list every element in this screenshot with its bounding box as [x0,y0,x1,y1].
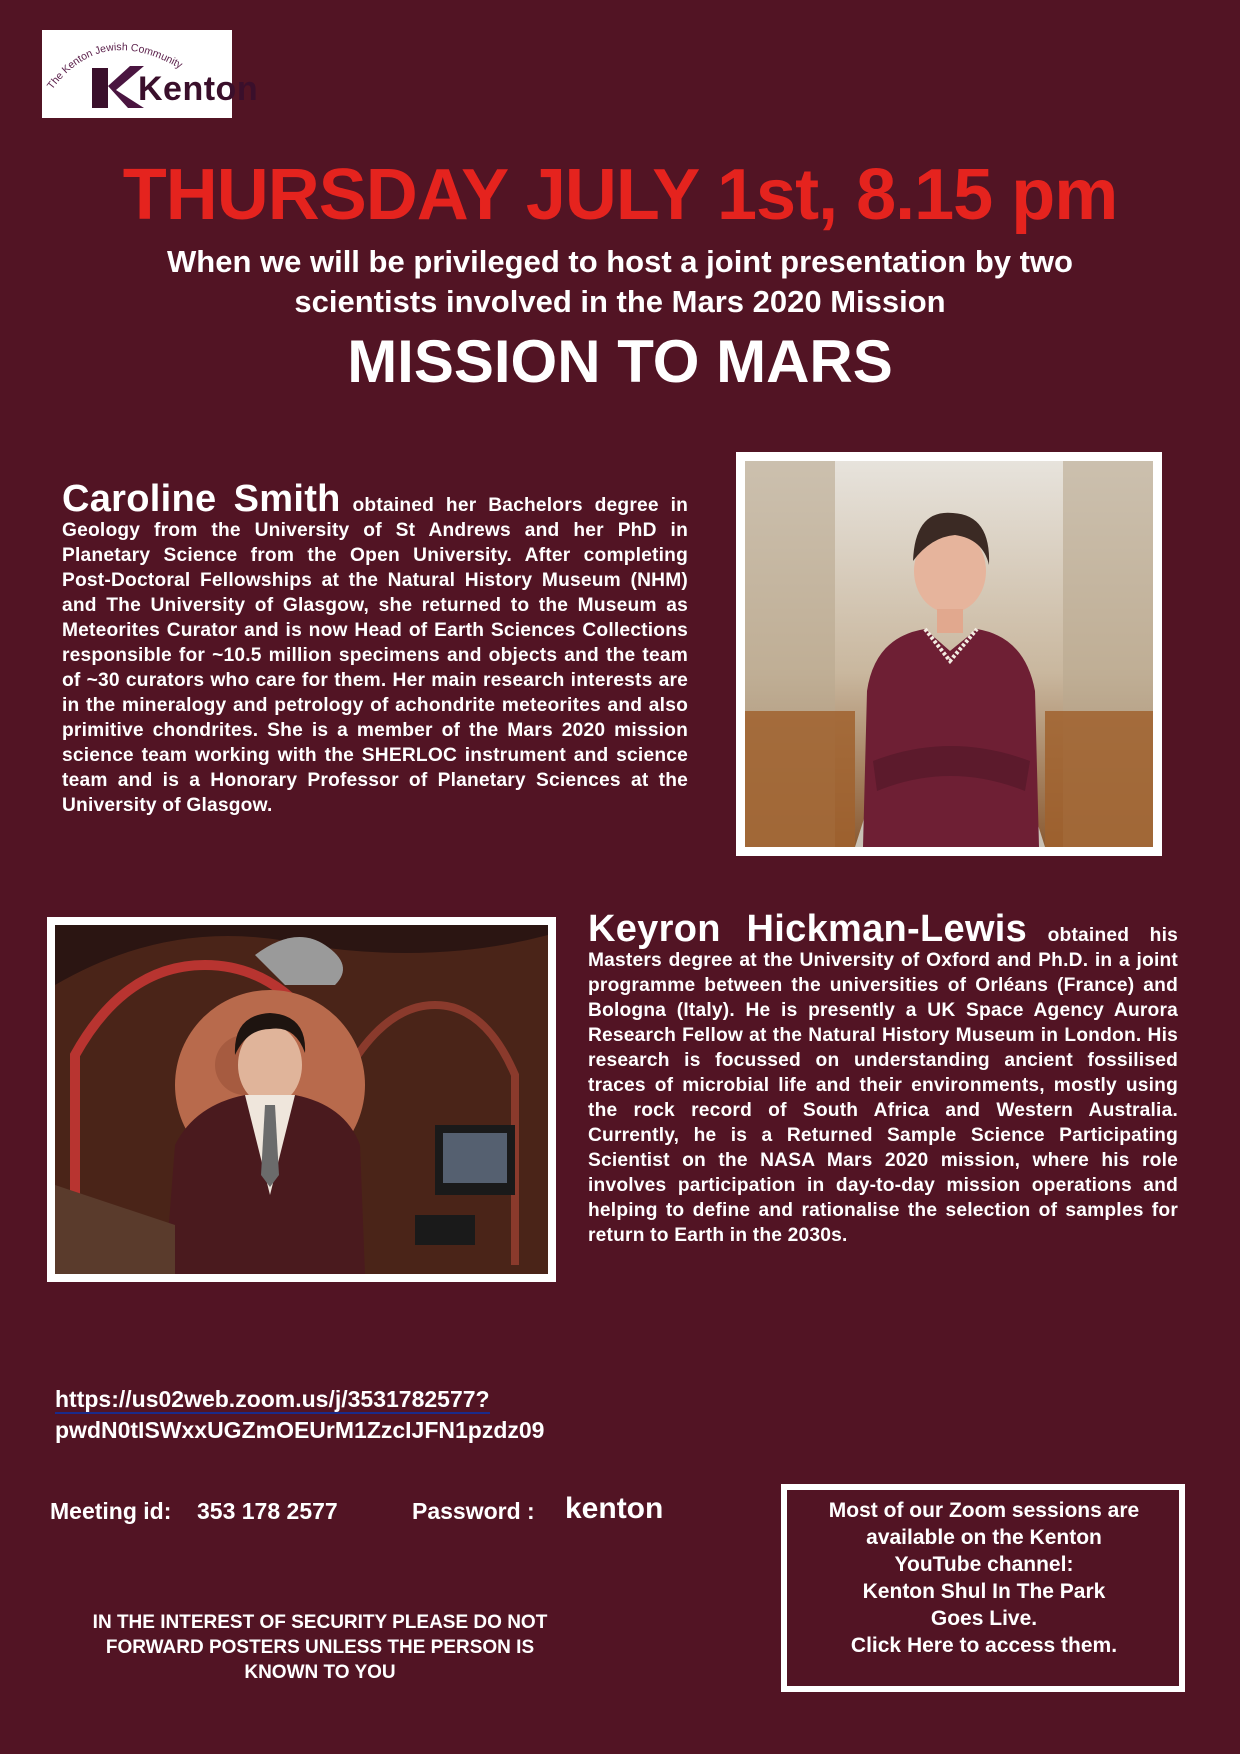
security-notice [60,1610,580,1685]
caroline-smith-portrait [745,461,1153,847]
logo-arc-text: The Kenton Jewish Community [44,41,185,92]
password-label: Password : [412,1498,535,1524]
event-intro [110,242,1130,322]
speaker-name: Caroline Smith [62,478,341,520]
speaker-bio-keyron-hickman-lewis [588,908,1178,1248]
speaker-bio-text: obtained his Masters degree at the University of Oxford and Ph.D. in a joint programme between the universities of Orléans (France) and Bologna (Italy). He is presently a UK Space Agency Aurora Research Fellow at the Natural History Museum in London. His research is focussed on understanding ancient fossilised traces of microbial life and their environments, mostly using the rock record of South Africa and Western Australia. Currently, he is a Returned Sample Science Participating Scientist on the NASA Mars 2020 mission, where his role involves participation in day-to-day mission operations and helping to define and rationalise the selection of samples for return to Earth in the 2030s. [588,925,1178,1246]
speaker-photo-caroline-smith [736,452,1162,856]
keyron-hickman-lewis-portrait [55,925,548,1274]
event-title: MISSION TO MARS [347,328,893,395]
event-intro-line-1: When we will be privileged to host a joint presentation by two [167,244,1073,279]
kenton-logo [42,30,259,118]
security-notice-line-2: FORWARD POSTERS UNLESS THE PERSON IS [105,1637,535,1658]
speaker-bio-text: obtained her Bachelors degree in Geology from the University of St Andrews and her PhD in Planetary Science from the Open University. After completing Post-Doctoral Fellowships at the Natural History Museum (NHM) and The University of Glasgow, she returned to the Museum as Meteorites Curator and is now Head of Earth Sciences Collections responsible for ~10.5 million specimens and objects and the team of ~30 curators who care for them. Her main research interests are in the mineralogy and petrology of achondrite meteorites and also primitive chondrites. She is a member of the Mars 2020 mission science team working with the SHERLOC instrument and science team and is a Honorary Professor of Planetary Sciences at the University of Glasgow. [62,495,689,816]
youtube-click-here-link[interactable]: Click Here to access them. [850,1634,1118,1657]
speaker-bio-caroline-smith [62,478,689,818]
event-intro-line-2: scientists involved in the Mars 2020 Mission [294,284,946,319]
youtube-info-line-3: YouTube channel: [894,1553,1074,1576]
meeting-id-value: 353 178 2577 [197,1498,338,1524]
zoom-link-line-1[interactable]: https://us02web.zoom.us/j/3531782577? [55,1386,490,1412]
security-notice-line-1: IN THE INTEREST OF SECURITY PLEASE DO NOT [92,1612,548,1633]
speaker-photo-keyron-hickman-lewis [47,917,556,1282]
security-notice-line-3: KNOWN TO YOU [244,1662,396,1683]
youtube-info-line-1: Most of our Zoom sessions are [828,1499,1140,1522]
youtube-info-line-2: available on the Kenton [866,1526,1102,1549]
youtube-info-line-5: Goes Live. [930,1607,1038,1630]
youtube-info-line-4: Kenton Shul In The Park [862,1580,1106,1603]
zoom-link-line-2[interactable]: pwdN0tISWxxUGZmOEUrM1ZzcIJFN1pzdz09 [55,1417,545,1443]
logo-brand-text: Kenton [138,70,259,108]
password-value: kenton [565,1492,664,1525]
zoom-meeting-link[interactable] [55,1384,544,1446]
event-date-time: THURSDAY JULY 1st, 8.15 pm [122,155,1118,235]
youtube-info-text[interactable] [800,1497,1168,1659]
speaker-name: Keyron Hickman-Lewis [588,908,1028,950]
meeting-id-label: Meeting id: [50,1498,172,1524]
